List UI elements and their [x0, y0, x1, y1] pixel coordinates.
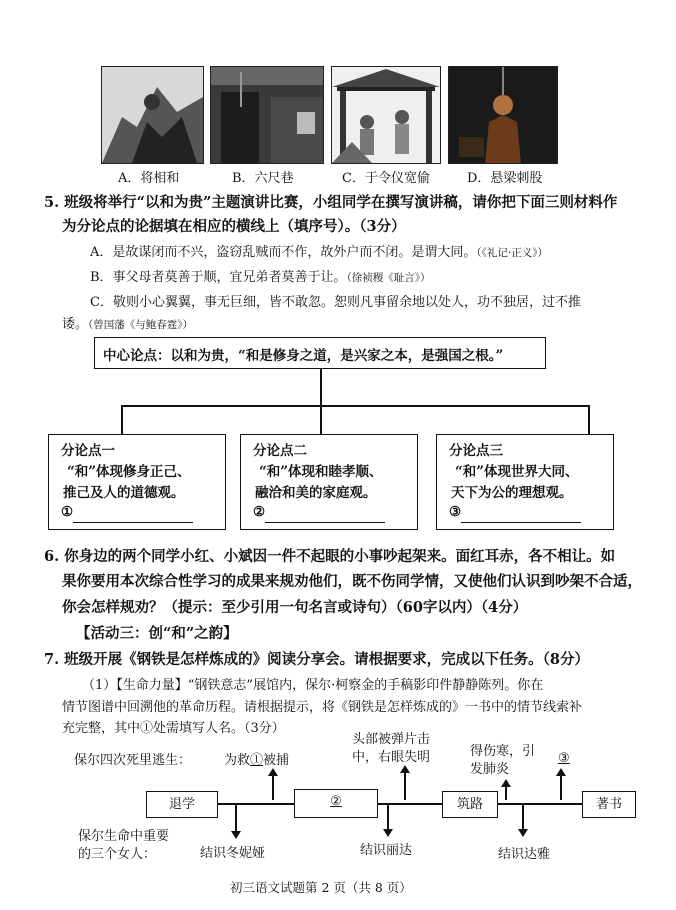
arrow-head-down-icon: [383, 829, 393, 837]
answer-blank-3[interactable]: [461, 508, 581, 523]
image-caption-a: A．将相和: [118, 171, 180, 186]
q5-material-a: [90, 241, 548, 260]
q6-line1: 6. 你身边的两个同学小红、小斌因一件不起眼的小事吵起架来。面红耳赤，各不相让。如: [44, 548, 616, 565]
image-jiang-xiang-he: [101, 66, 204, 164]
central-thesis-text: 中心论点：以和为贵，“和是修身之道，是兴家之本，是强国之根。”: [103, 348, 504, 364]
diagram-escape-label: 保尔四次死里逃生：: [74, 753, 192, 768]
sub-point-box-1: [48, 434, 226, 530]
q5-line2: 为分论点的论据填在相应的横线上（填序号）。（3分）: [62, 218, 406, 235]
sub-point-3-line2: 天下为公的理想观。: [451, 485, 573, 501]
diagram-head-wound-line2: 中，右眼失明: [352, 750, 431, 765]
arrow-up-blank3: [560, 774, 562, 800]
sub-point-1-title: 分论点一: [61, 443, 115, 459]
q6-line2: 果你要用本次综合性学习的成果来规劝他们，既不伤同学情，又使他们认识到吵架不合适，: [62, 573, 642, 590]
q5-material-a-source: （《礼记·正义》）: [476, 247, 548, 259]
q7-line1: 7. 班级开展《钢铁是怎样炼成的》阅读分享会。请根据要求，完成以下任务。（8分）: [44, 651, 590, 668]
q7-para-line1: （1）【生命力量】“钢铁意志”展馆内，保尔·柯察金的手稿影印件静静陈列。你在: [82, 678, 544, 693]
sub-point-3-line1: “和”体现世界大同、: [455, 464, 579, 480]
arrow-up-head-wound: [404, 771, 406, 800]
sub-point-box-3: [436, 434, 614, 530]
q6-line3: 你会怎样规劝？（提示：至少引用一句名言或诗句）（60字以内）（4分）: [62, 599, 528, 616]
q5-material-b-source: （徐祯稷《耻言》）: [346, 272, 431, 284]
diagram-woman-taya: 结识达雅: [498, 847, 551, 862]
q5-material-b-text: B．事父母者莫善于顺，宜兄弟者莫善于让。: [90, 270, 347, 285]
arrow-up-typhus: [505, 785, 507, 800]
q5-material-c-text2: 诿。: [62, 317, 89, 332]
sub-point-1-line2: 推己及人的道德观。: [63, 485, 185, 501]
arrow-head-down-icon: [231, 831, 241, 839]
diagram-typhus-line1: 得伤寒，引: [470, 744, 536, 759]
answer-blank-2[interactable]: [265, 508, 385, 523]
q5-material-a-text: A．是故谋闭而不兴，盗窃乱贼而不作，故外户而不闭。是谓大同。: [90, 245, 477, 260]
arrow-down-taya: [522, 804, 524, 830]
q5-material-c-line1: C．敬则小心翼翼，事无巨细，皆不敢忽。恕则凡事留余地以处人，功不独居，过不推: [90, 295, 581, 310]
q5-material-c-source: （曾国藩《与鲍春霆》）: [88, 319, 194, 331]
blank-number-2: ②: [253, 504, 266, 520]
q7-para-line3: 充完整，其中①处需填写人名。（3分）: [62, 721, 285, 736]
answer-blank-1[interactable]: [73, 508, 193, 523]
sub-point-1-line1: “和”体现修身正己、: [67, 464, 191, 480]
diagram-blank-3[interactable]: ③: [558, 751, 570, 766]
q5-material-b: [90, 266, 431, 285]
arrow-head-up-icon: [556, 768, 566, 776]
sub-point-2-line2: 融洽和美的家庭观。: [255, 485, 377, 501]
timeline-box-road-building: 筑路: [442, 791, 498, 818]
diagram-typhus-line2: 发肺炎: [470, 762, 510, 777]
tree-branch-2: [320, 405, 322, 435]
image-yu-ling-yi: [331, 66, 441, 164]
timeline-segment-2: [376, 803, 442, 805]
blank-number-3: ③: [449, 504, 462, 520]
image-caption-b: B．六尺巷: [232, 171, 294, 186]
diagram-woman-rita: 结识丽达: [360, 843, 413, 858]
sub-point-2-answer[interactable]: [253, 502, 385, 523]
q5-line1: 5. 班级将举行“以和为贵”主题演讲比赛，小组同学在撰写演讲稿，请你把下面三则材料作: [44, 194, 618, 211]
timeline-segment-1: [216, 803, 294, 805]
diagram-head-wound-line1: 头部被弹片击: [352, 732, 431, 747]
diagram-women-label-line1: 保尔生命中重要: [78, 829, 170, 844]
arrow-up-arrest: [272, 774, 274, 800]
central-thesis-box: [94, 337, 546, 369]
timeline-segment-3: [496, 803, 582, 805]
diagram-save-suffix: 被捕: [263, 753, 290, 768]
q5-material-c-line2: [62, 313, 193, 332]
image-caption-d: D．悬梁刺股: [467, 171, 543, 186]
arrow-head-up-icon: [400, 765, 410, 773]
sub-point-1-answer[interactable]: [61, 502, 193, 523]
arrow-head-up-icon: [501, 779, 511, 787]
sub-point-2-line1: “和”体现和睦孝顺、: [259, 464, 383, 480]
timeline-box-blank-2[interactable]: ②: [294, 789, 378, 818]
timeline-box-writing: 著书: [582, 791, 636, 818]
arrow-down-rita: [387, 804, 389, 830]
sub-point-box-2: [240, 434, 418, 530]
page-footer: 初三语文试题第 2 页（共 8 页）: [230, 880, 412, 895]
arrow-head-down-icon: [518, 829, 528, 837]
diagram-blank-1[interactable]: ①: [250, 753, 264, 768]
arrow-down-tonya: [235, 804, 237, 832]
sub-point-3-answer[interactable]: [449, 502, 581, 523]
diagram-women-label-line2: 的三个女人：: [78, 847, 157, 862]
q7-para-line2: 情节图谱中回溯他的革命历程。请根据提示，将《钢铁是怎样炼成的》一书中的情节线索补: [62, 700, 583, 715]
tree-trunk: [320, 368, 322, 406]
arrow-head-up-icon: [268, 768, 278, 776]
image-caption-c: C．于令仪宽偷: [342, 171, 430, 186]
diagram-woman-tonya: 结识冬妮娅: [200, 846, 266, 861]
diagram-save-prefix: 为救: [224, 753, 251, 768]
timeline-box-drop-out: 退学: [146, 791, 218, 818]
sub-point-2-title: 分论点二: [253, 443, 307, 459]
sub-point-3-title: 分论点三: [449, 443, 503, 459]
blank-number-1: ①: [61, 504, 74, 520]
tree-branch-3: [588, 405, 590, 435]
diagram-arrest-label: [224, 752, 289, 769]
image-liu-chi-xiang: [210, 66, 324, 164]
activity-3-heading: 【活动三：创“和”之韵】: [76, 625, 238, 642]
image-xuan-liang-ci-gu: [448, 66, 558, 164]
tree-branch-1: [121, 405, 123, 435]
tree-bar: [121, 405, 589, 407]
